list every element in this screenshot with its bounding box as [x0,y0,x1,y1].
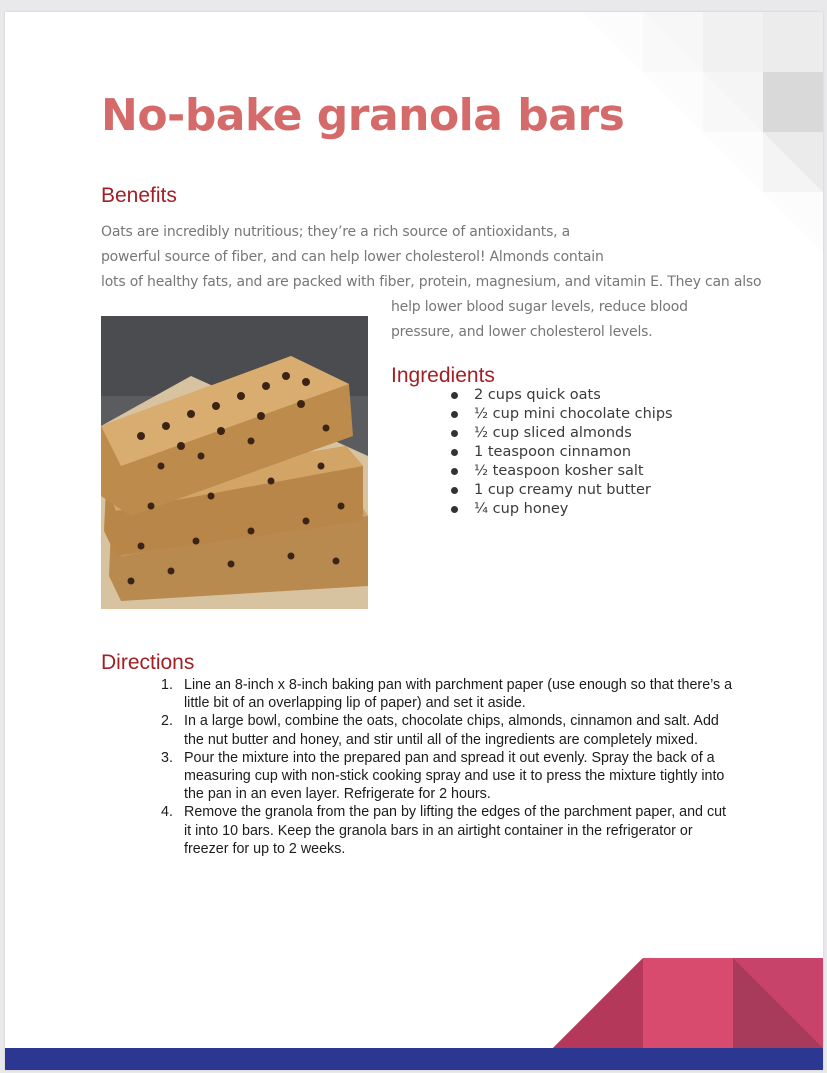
ingredient-text: 1 teaspoon cinnamon [474,444,632,460]
benefits-line: powerful source of fiber, and can help lower cholesterol! Almonds contain [101,249,604,265]
step-number: 3. [161,749,173,766]
document-page [5,12,823,1070]
bullet-icon [451,506,458,513]
decorative-corner-triangles [553,958,823,1048]
ingredient-item [447,424,673,443]
granola-bars-photo [101,316,368,609]
directions-list [157,676,737,858]
benefits-line: Oats are incredibly nutritious; they’re a rich source of antioxidants, a [101,224,571,240]
step-text: Line an 8-inch x 8-inch baking pan with parchment paper (use enough so that there’s a little bit of an overlapping lip of paper) and set it aside. [184,677,733,712]
step-text: Remove the granola from the pan by lifting the edges of the parchment paper, and cut it into 10 bars. Keep the granola bars in an airtight container in the refrigerator or freezer for up to 2 weeks. [184,804,727,857]
step-number: 4. [161,804,173,821]
ingredient-text: ¼ cup honey [474,501,569,517]
ingredient-text: 2 cups quick oats [474,387,601,403]
step-number: 2. [161,713,173,730]
ingredient-item [447,481,673,500]
bullet-icon [451,430,458,437]
bullet-icon [451,468,458,475]
page-title: No-bake granola bars [101,90,625,141]
ingredients-list [447,386,673,519]
ingredient-item [447,386,673,405]
bullet-icon [451,449,458,456]
directions-heading: Directions [101,651,195,674]
ingredient-text: ½ cup sliced almonds [474,425,632,441]
footer-band [5,1048,823,1070]
bullet-icon [451,487,458,494]
step-text: In a large bowl, combine the oats, chocolate chips, almonds, cinnamon and salt. Add the nut butter and honey, and stir until all of the ingredients are completely mixed. [184,713,719,748]
bullet-icon [451,392,458,399]
ingredients-heading: Ingredients [391,364,495,387]
benefits-heading: Benefits [101,184,177,207]
ingredient-text: ½ cup mini chocolate chips [474,406,673,422]
ingredient-item [447,500,673,519]
direction-step [157,749,737,804]
direction-step [157,712,737,748]
bullet-icon [451,411,458,418]
benefits-line: help lower blood sugar levels, reduce blood [391,299,688,315]
ingredient-text: 1 cup creamy nut butter [474,482,651,498]
benefits-line: lots of healthy fats, and are packed with fiber, protein, magnesium, and vitamin E. They can also [101,274,762,290]
ingredient-item [447,443,673,462]
ingredient-item [447,405,673,424]
direction-step [157,803,737,858]
ingredient-text: ½ teaspoon kosher salt [474,463,644,479]
ingredient-item [447,462,673,481]
benefits-line: pressure, and lower cholesterol levels. [391,324,653,340]
step-text: Pour the mixture into the prepared pan and spread it out evenly. Spray the back of a measuring cup with non-stick cooking spray and use it to press the mixture tightly into the pan in an even layer. Refrigerate for 2 hours. [184,749,725,803]
step-number: 1. [161,677,173,693]
direction-step [157,676,737,712]
